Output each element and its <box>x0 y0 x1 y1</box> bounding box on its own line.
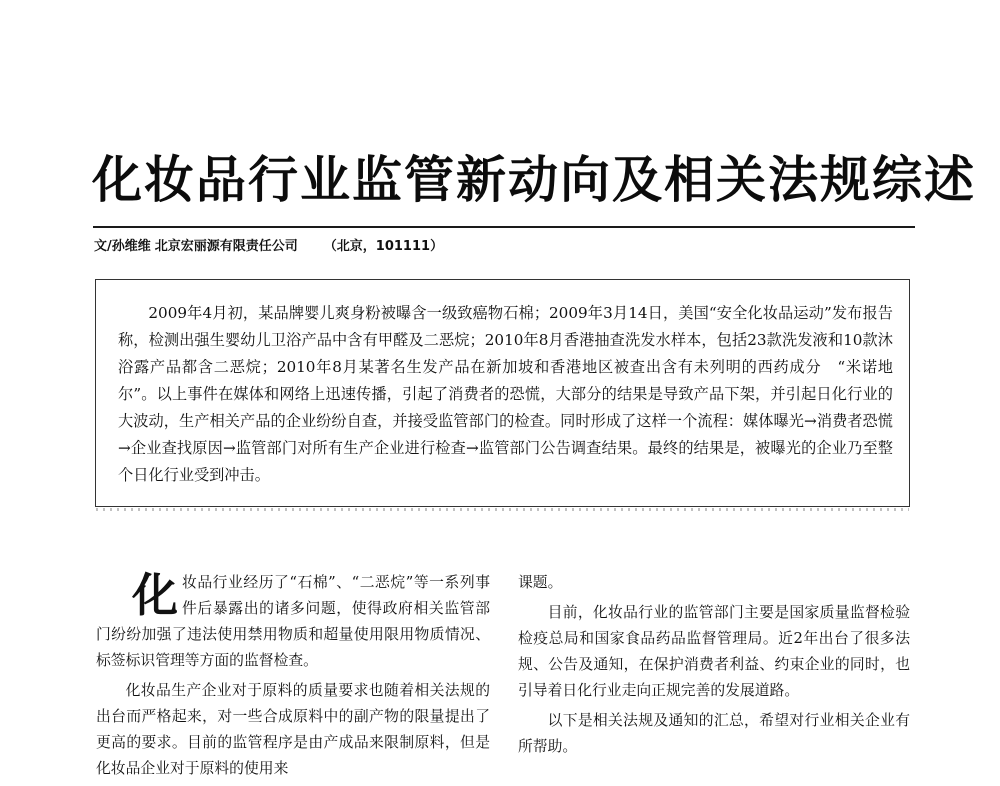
byline-affiliation: 北京宏丽源有限责任公司 <box>154 239 298 254</box>
body-paragraph-continued: 课题。 <box>518 574 563 591</box>
body-column-left <box>96 570 490 786</box>
body-paragraph-text: 妆品行业经历了“石棉”、“二恶烷”等一系列事件后暴露出的诸多问题，使得政府相关监管部门纷纷加强了违法使用禁用物质和超量使用限用物质情况、标签标识管理等方面的监督检查。 <box>96 574 490 669</box>
title-rule <box>93 226 915 228</box>
abstract-text: 2009年4月初，某品牌婴儿爽身粉被曝含一级致癌物石棉；2009年3月14日，美国“安全化妆品运动”发布报告称，检测出强生婴幼儿卫浴产品中含有甲醛及二恶烷；2010年8月香港抽查洗发水样本，包括23款洗发液和10款沐浴露产品都含二恶烷；2010年8月某著名生发产品在新加坡和香港地区被查出含有未列明的西药成分 “米诺地尔”。以上事件在媒体和网络上迅速传播，引起了消费者的恐慌，大部分的结果是导致产品下架，并引起日化行业的大波动，生产相关产品的企业纷纷自查，并接受监管部门的检查。同时形成了这样一个流程：媒体曝光→消费者恐慌→企业查找原因→监管部门对所有生产企业进行检查→监管部门公告调查结果。最终的结果是，被曝光的企业乃至整个日化行业受到冲击。 <box>118 304 893 484</box>
byline-separator: / <box>107 239 112 254</box>
body-paragraph: 目前，化妆品行业的监管部门主要是国家质量监督检验检疫总局和国家食品药品监督管理局。近2年出台了很多法规、公告及通知，在保护消费者利益、约束企业的同时，也引导着日化行业走向正规完善的发展道路。 <box>518 604 910 699</box>
byline-prefix: 文 <box>94 239 108 254</box>
body-paragraph: 化妆品生产企业对于原料的质量要求也随着相关法规的出台而严格起来，对一些合成原料中的副产物的限量提出了更高的要求。目前的监管程序是由产成品来限制原料，但是化妆品企业对于原料的使用来 <box>96 682 490 777</box>
abstract-box <box>95 279 910 507</box>
drop-cap: 化 <box>132 568 178 622</box>
byline <box>94 238 443 256</box>
body-column-right <box>518 570 910 764</box>
article-title: 化妆品行业监管新动向及相关法规综述 <box>92 150 976 209</box>
byline-author: 孙维维 <box>111 239 151 254</box>
scan-noise-divider <box>96 508 909 511</box>
byline-location: （北京，101111） <box>323 239 444 254</box>
body-paragraph: 以下是相关法规及通知的汇总，希望对行业相关企业有所帮助。 <box>518 712 910 755</box>
body-paragraph <box>96 570 490 674</box>
